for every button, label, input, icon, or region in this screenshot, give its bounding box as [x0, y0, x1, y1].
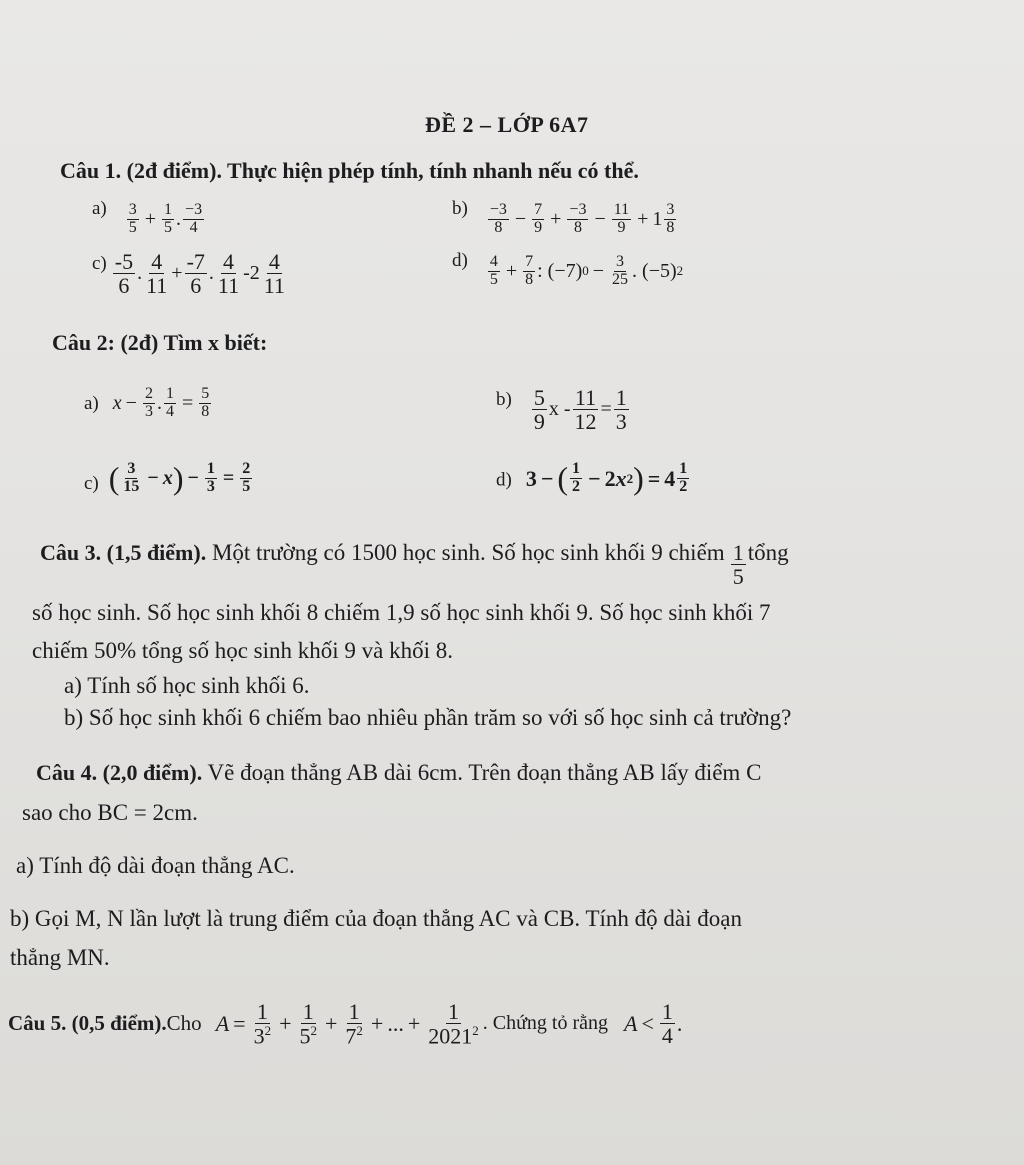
- q1-b-expression: $\frac{-3}{8}$ − $\frac{7}{9}$ + $\frac{-3}{8}$ − $\frac{11}{9}$ + 1 $\frac{3}{8}$: [489, 201, 675, 236]
- q2-a-expression: x − $\frac{2}{3}$ . $\frac{1}{4}$ = $\frac{5}{8}$: [112, 385, 210, 420]
- q3-part-b: b) Số học sinh khối 6 chiếm bao nhiêu phần trăm so với số học sinh cả trường?: [64, 705, 792, 730]
- exam-title: ĐỀ 2 – LỚP 6A7: [425, 112, 589, 137]
- q5-sum-expression: A = $\frac{1}{3^2}$ + $\frac{1}{5^2}$ + $\frac{1}{7^2}$ + ... + $\frac{1}{2021^2}$: [215, 999, 479, 1049]
- question-5-heading: Câu 5. (0,5 điểm).: [8, 1011, 167, 1036]
- q3-text-2: số học sinh. Số học sinh khối 8 chiếm 1,9 số học sinh khối 9. Số học sinh khối 7: [32, 600, 771, 625]
- q2-part-c: [84, 460, 254, 497]
- q3-text-3: chiếm 50% tổng số học sinh khối 9 và khối 8.: [32, 638, 453, 663]
- q4-part-b-line-2: thẳng MN.: [10, 945, 110, 970]
- q5-cho: Cho: [166, 1011, 202, 1036]
- q1-d-label: d): [452, 250, 468, 271]
- q4-part-b-line-1: b) Gọi M, N lần lượt là trung điểm của đoạn thẳng AC và CB. Tính độ dài đoạn: [10, 906, 742, 931]
- q1-part-d: [452, 250, 683, 289]
- q5-line: [8, 1000, 682, 1048]
- q1-a-label: a): [92, 198, 107, 219]
- q2-d-expression: 3 − ( $\frac{1}{2}$ − 2 x 2 ) = 4 $\frac{1}{2}$: [525, 460, 688, 496]
- q5-final-period: .: [676, 1010, 683, 1036]
- q3-fraction-one-fifth: $\frac{1}{5}$: [732, 540, 744, 590]
- q5-ellipsis: ...: [387, 1010, 404, 1036]
- q3-part-a: a) Tính số học sinh khối 6.: [64, 673, 310, 698]
- q3-text-1: Một trường có 1500 học sinh. Số học sinh khối 9 chiếm: [206, 540, 725, 565]
- q2-part-a: [84, 386, 213, 421]
- q1-b-label: b): [452, 198, 468, 219]
- q2-d-label: d): [496, 469, 512, 491]
- question-2-heading: Câu 2: (2đ) Tìm x biết:: [52, 330, 268, 355]
- q1-part-a: [92, 198, 206, 237]
- q2-c-expression: ( $\frac{3}{15}$ − x ) − $\frac{1}{3}$ = $\frac{2}{5}$: [108, 460, 251, 496]
- question-1-heading: Câu 1. (2đ điểm). Thực hiện phép tính, tính nhanh nếu có thể.: [60, 158, 639, 183]
- q2-part-d: [496, 460, 691, 497]
- q3-line-1: [40, 540, 789, 588]
- q1-d-expression: $\frac{4}{5}$ + $\frac{7}{8}$ : (−7) 0 − $\frac{3}{25}$ . (−5) 2: [489, 253, 684, 288]
- q1-a-expression: $\frac{3}{5}$ + $\frac{1}{5}$ . $\frac{-3}{4}$: [128, 201, 203, 236]
- q5-prove-text: . Chứng tỏ rằng: [482, 1012, 609, 1035]
- q4-part-a: a) Tính độ dài đoạn thẳng AC.: [16, 853, 295, 878]
- q2-part-b: [496, 386, 631, 433]
- q2-b-label: b): [496, 389, 512, 410]
- q1-part-c: [92, 250, 289, 297]
- q2-b-expression: $\frac{5}{9}$ x - $\frac{11}{12}$ = $\frac{1}{3}$: [533, 385, 627, 435]
- q3-text-1-end: tổng: [747, 540, 789, 565]
- q4-text-2: sao cho BC = 2cm.: [22, 800, 198, 825]
- q1-part-b: [452, 198, 678, 237]
- q4-text-1: Vẽ đoạn thẳng AB dài 6cm. Trên đoạn thẳng AB lấy điểm C: [202, 760, 762, 785]
- q5-inequality: A < $\frac{1}{4}$ .: [624, 999, 683, 1049]
- q4-line-1: [36, 760, 761, 786]
- q2-c-label: c): [84, 473, 99, 494]
- question-4-heading: Câu 4. (2,0 điểm).: [36, 760, 203, 785]
- question-3-heading: Câu 3. (1,5 điểm).: [40, 540, 207, 565]
- q2-a-label: a): [84, 392, 99, 414]
- q1-c-expression: $\frac{-5}{6}$ . $\frac{4}{11}$ + $\frac{-7}{6}$ . $\frac{4}{11}$ -2 $\frac{4}{11}$: [114, 249, 285, 299]
- q1-c-label: c): [92, 253, 107, 274]
